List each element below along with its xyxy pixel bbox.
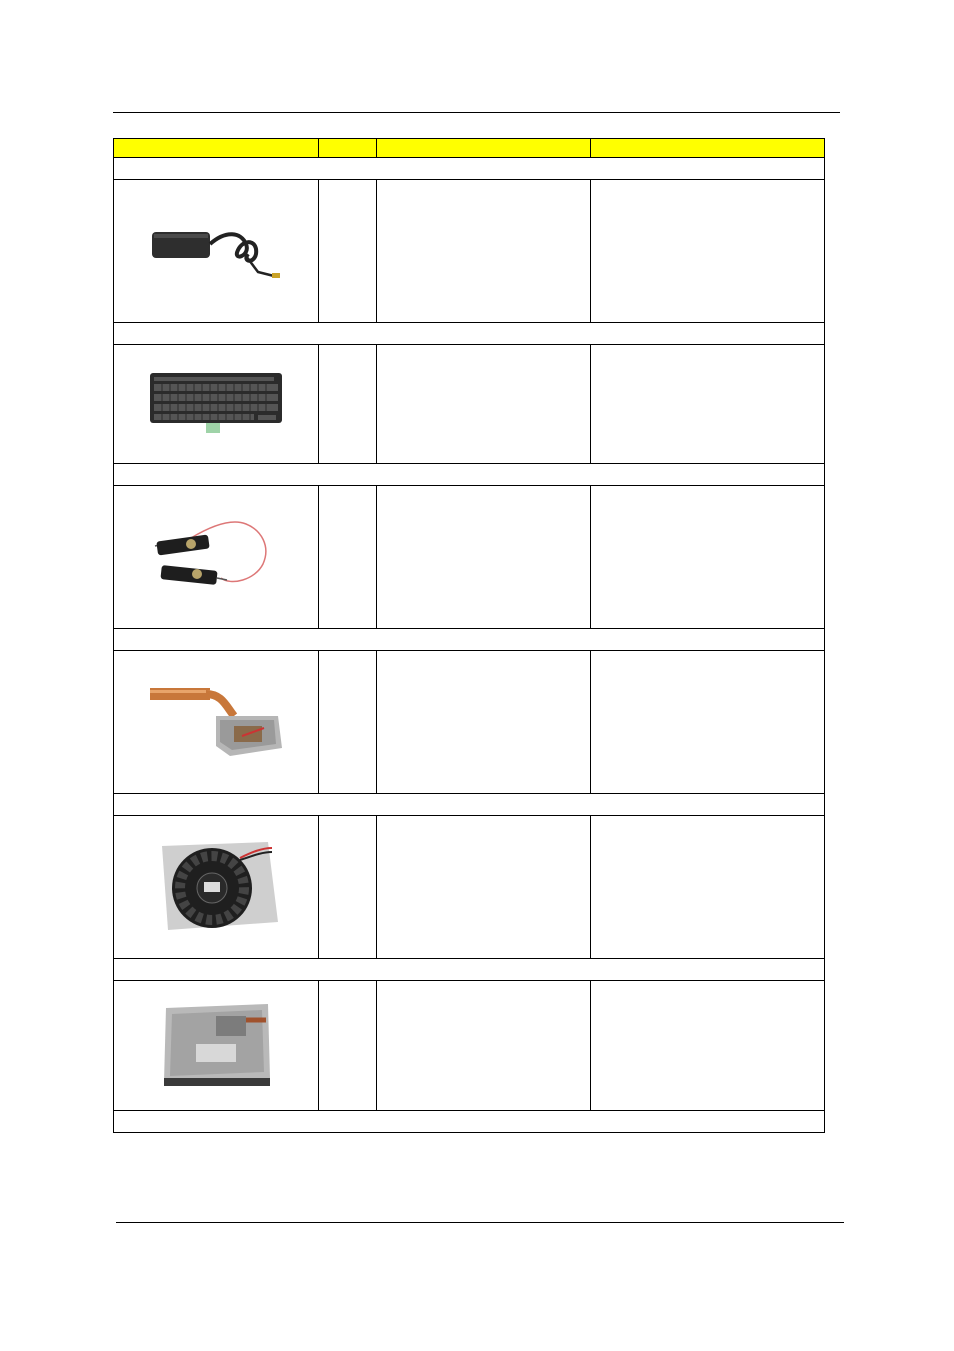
table-row bbox=[114, 816, 825, 959]
header-cell-part-name bbox=[377, 139, 591, 158]
part-no-cell bbox=[591, 345, 825, 464]
floppy-drive-image bbox=[156, 998, 276, 1090]
part-name-cell bbox=[377, 651, 591, 794]
cooling-fan-image bbox=[148, 836, 284, 936]
table-header-row bbox=[114, 139, 825, 158]
header-cell-qty bbox=[319, 139, 377, 158]
part-no-cell bbox=[591, 486, 825, 629]
footer-rule bbox=[116, 1222, 844, 1223]
table-row bbox=[114, 651, 825, 794]
part-name-cell bbox=[377, 180, 591, 323]
table-row bbox=[114, 486, 825, 629]
qty-cell bbox=[319, 816, 377, 959]
ac-adapter-image bbox=[146, 210, 286, 290]
category-row bbox=[114, 1111, 825, 1133]
qty-cell bbox=[319, 486, 377, 629]
qty-cell bbox=[319, 345, 377, 464]
part-no-cell bbox=[591, 981, 825, 1111]
category-row bbox=[114, 464, 825, 486]
heatsink-image bbox=[146, 676, 286, 766]
table-row bbox=[114, 345, 825, 464]
category-row bbox=[114, 323, 825, 345]
table-row bbox=[114, 180, 825, 323]
table-row bbox=[114, 981, 825, 1111]
part-name-cell bbox=[377, 486, 591, 629]
header-cell-picture bbox=[114, 139, 319, 158]
header-cell-part-no bbox=[591, 139, 825, 158]
qty-cell bbox=[319, 981, 377, 1111]
picture-cell bbox=[114, 486, 319, 629]
part-no-cell bbox=[591, 180, 825, 323]
picture-cell bbox=[114, 981, 319, 1111]
category-row bbox=[114, 629, 825, 651]
category-row bbox=[114, 794, 825, 816]
part-name-cell bbox=[377, 816, 591, 959]
header-rule bbox=[113, 112, 840, 113]
part-no-cell bbox=[591, 816, 825, 959]
qty-cell bbox=[319, 180, 377, 323]
picture-cell bbox=[114, 345, 319, 464]
part-name-cell bbox=[377, 345, 591, 464]
picture-cell bbox=[114, 816, 319, 959]
picture-cell bbox=[114, 651, 319, 794]
category-row bbox=[114, 959, 825, 981]
parts-table bbox=[113, 138, 825, 1133]
qty-cell bbox=[319, 651, 377, 794]
part-no-cell bbox=[591, 651, 825, 794]
speaker-set-image bbox=[151, 516, 281, 596]
keyboard-image bbox=[148, 369, 284, 437]
part-name-cell bbox=[377, 981, 591, 1111]
category-row bbox=[114, 158, 825, 180]
picture-cell bbox=[114, 180, 319, 323]
